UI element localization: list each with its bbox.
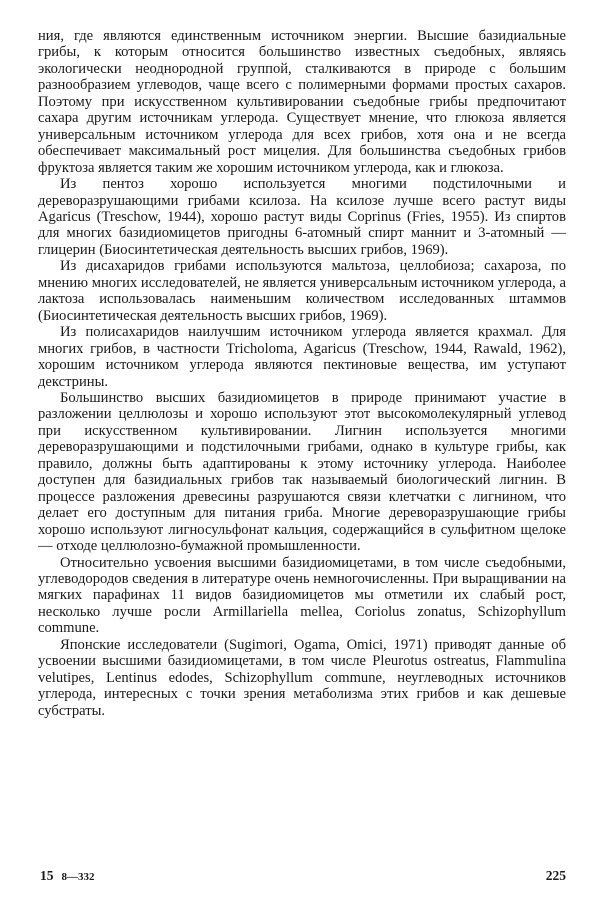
paragraph-7: Японские исследователи (Sugimori, Ogama, Omici, 1971) приводят данные об усвоении высшими базидиомицетами, в том числе Pleurotus ostreatus, Flammulina velutipes, Lentinus edodes, Schizophyllum commune, неуглеводных источников углерода, интересных с точки зрения метаболизма этих грибов и как дешевые субстраты. — [38, 636, 566, 719]
paragraph-3: Из дисахаридов грибами используются мальтоза, целлобиоза; сахароза, по мнению многих исследователей, не является универсальным источником углерода, а лактоза использовалась наименьшим количеством исследованных штаммов (Биосинтетическая деятельность высших грибов, 1969). — [38, 258, 566, 324]
paragraph-5: Большинство высших базидиомицетов в природе принимают участие в разложении целлюлозы и хорошо используют этот высокомолекулярный углевод при искусственном культивировании. Лигнин используется многими дереворазрушающими и подстилочными грибами, однако в культуре грибы, как правило, должны быть адаптированы к этому источнику углерода. Наиболее доступен для базидиальных грибов так называемый биологический лигнин. В процессе разложения древесины разрушаются связи клетчатки с лигнином, что делает его доступным для питания гриба. Многие дереворазрушающие грибы хорошо используют лигносульфонат кальция, содержащийся в сульфитном щелоке — отходе целлюлозно-бумажной промышленности. — [38, 389, 566, 555]
page-number: 225 — [545, 868, 566, 883]
page-body — [38, 28, 566, 719]
printer-signature — [40, 868, 95, 885]
paragraph-2: Из пентоз хорошо используется многими подстилочными и дереворазрушающими грибами ксилоза. На ксилозе лучше всего растут виды Agaricus (Treschow, 1944), хорошо растут виды Coprinus (Fries, 1955). Из спиртов для многих базидиомицетов пригодны 6-атомный спирт маннит и 3-атомный — глицерин (Биосинтетическая деятельность высших грибов, 1969). — [38, 176, 566, 258]
paragraph-6: Относительно усвоения высшими базидиомицетами, в том числе съедобными, углеводородов сведения в литературе очень немногочисленны. При выращивании на мягких парафинах 11 видов базидиомицетов мы отметили их слабый рост, несколько лучше росли Armillariella mellea, Coriolus zonatus, Schizophyllum commune. — [38, 554, 566, 637]
signature-code: 8—332 — [61, 871, 95, 883]
paragraph-4: Из полисахаридов наилучшим источником углерода является крахмал. Для многих грибов, в частности Tricholoma, Agaricus (Treschow, 1944, Rawald, 1962), хорошим источником углерода являются пектиновые вещества, им уступают декстрины. — [38, 324, 566, 390]
signature-number: 15 — [40, 868, 54, 883]
paragraph-1: ния, где являются единственным источником энергии. Высшие базидиальные грибы, к которым относится большинство известных съедобных, являясь экологически неоднородной группой, сталкиваются в природе с большим разнообразием углеводов, чаще всего с полимерными формами простых сахаров. Поэтому при искусственном культивировании съедобные грибы предпочитают сахара другим источникам углерода. Существует мнение, что глюкоза является универсальным источником углерода для всех грибов, хотя она и не всегда обеспечивает максимальный рост мицелия. Для большинства съедобных грибов фруктоза является таким же хорошим источником углерода, как и глюкоза. — [38, 28, 566, 176]
